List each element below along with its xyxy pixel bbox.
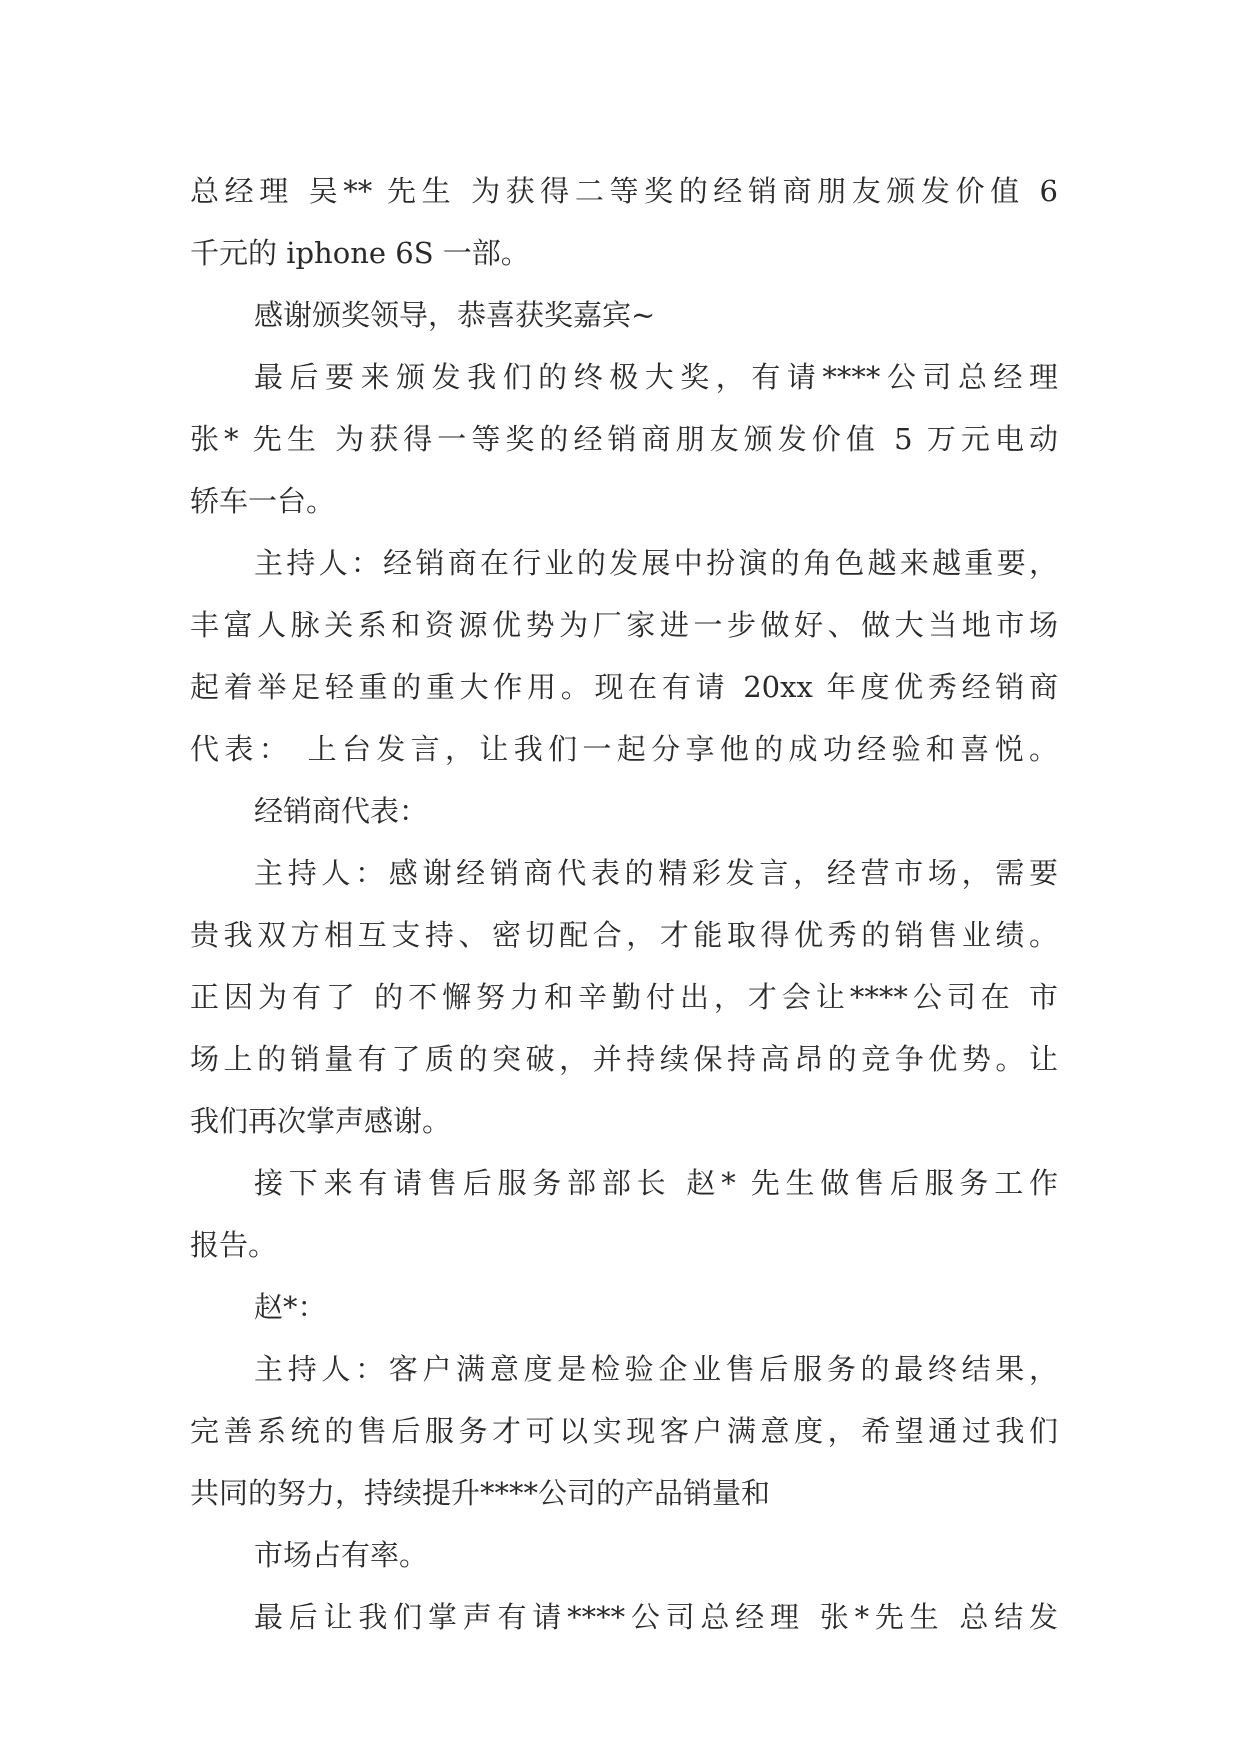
text-line: 张* 先生 为获得一等奖的经销商朋友颁发价值 5 万元电动 [190,422,1058,456]
text-line: 总经理 吴** 先生 为获得二等奖的经销商朋友颁发价值 6 [190,174,1058,208]
text-line: 千元的 iphone 6S 一部。 [190,236,530,270]
text-line: 起着举足轻重的重大作用。现在有请 20xx 年度优秀经销商 [190,670,1058,704]
paragraph-line: 经销商代表： [254,794,429,828]
paragraph-line: 主持人：经销商在行业的发展中扮演的角色越来越重要， [254,546,1058,580]
text-line: 代表： 上台发言，让我们一起分享他的成功经验和喜悦。 [190,732,1058,766]
text-line: 报告。 [190,1228,278,1262]
paragraph-line: 赵*： [254,1290,327,1324]
text-line: 贵我双方相互支持、密切配合，才能取得优秀的销售业绩。 [190,918,1058,952]
text-line: 完善系统的售后服务才可以实现客户满意度，希望通过我们 [190,1414,1058,1448]
paragraph-line: 感谢颁奖领导，恭喜获奖嘉宾~ [254,298,656,332]
text-line: 共同的努力，持续提升****公司的产品销量和 [190,1476,771,1510]
paragraph-line: 主持人：感谢经销商代表的精彩发言，经营市场，需要 [254,856,1058,890]
paragraph-line: 市场占有率。 [254,1538,429,1572]
text-line: 场上的销量有了质的突破，并持续保持高昂的竞争优势。让 [190,1042,1058,1076]
paragraph-line: 最后让我们掌声有请****公司总经理 张*先生 总结发 [254,1600,1058,1634]
paragraph-line: 最后要来颁发我们的终极大奖，有请****公司总经理 [254,360,1058,394]
document-body [190,160,1058,1648]
text-line: 丰富人脉关系和资源优势为厂家进一步做好、做大当地市场 [190,608,1058,642]
text-line: 正因为有了 的不懈努力和辛勤付出，才会让****公司在 市 [190,980,1058,1014]
paragraph-line: 主持人：客户满意度是检验企业售后服务的最终结果， [254,1352,1058,1386]
paragraph-line: 接下来有请售后服务部部长 赵* 先生做售后服务工作 [254,1166,1058,1200]
text-line: 我们再次掌声感谢。 [190,1104,452,1138]
text-line: 轿车一台。 [190,484,336,518]
